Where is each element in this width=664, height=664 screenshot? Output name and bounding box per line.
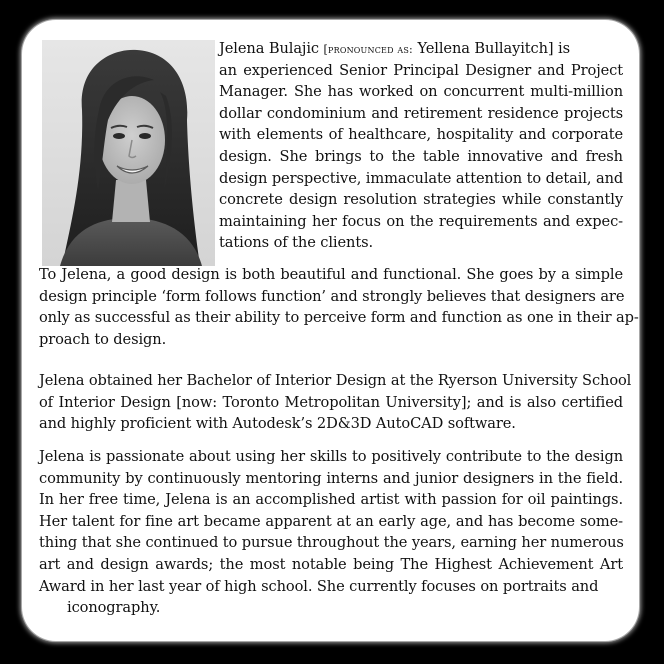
paragraph-design-philosophy-line: proach to design. (39, 330, 167, 348)
paragraph-design-philosophy-line: only as successful as their ability to perceive form and function as one in their ap- (39, 309, 639, 327)
pronunciation-name: Yellena Bullayitch] is (417, 40, 571, 57)
bio-intro-line: an experienced Senior Principal Designer and Project (219, 61, 623, 79)
bio-intro-line: design. She brings to the table innovative and fresh (219, 148, 623, 165)
paragraph-art-line: community by continuously mentoring interns and junior designers in the field. (39, 469, 623, 487)
bio-intro-first-line (219, 38, 570, 61)
paragraph-art-line: Jelena is passionate about using her skills to positively contribute to the design (39, 448, 623, 465)
pronunciation-label: [pronounced as: (323, 43, 413, 56)
bio-card (22, 20, 639, 641)
bio-intro-line: tations of the clients. (219, 234, 374, 252)
paragraph-art-line: art and design awards; the most notable being The Highest Achievement Art (39, 556, 623, 573)
paragraph-design-philosophy-line: design principle ‘form follows function’ and strongly believes that designers are (39, 287, 625, 305)
paragraph-art-line: thing that she continued to pursue throughout the years, earning her numerous (39, 534, 624, 552)
bio-intro-line: dollar condominium and retirement residence projects (219, 104, 623, 122)
bio-intro-line: maintaining her focus on the requirements and expec- (219, 212, 623, 230)
person-name: Jelena Bulajic (219, 40, 319, 57)
bio-intro-line: design perspective, immaculate attention to detail, and (219, 169, 624, 187)
paragraph-education-line: Jelena obtained her Bachelor of Interior Design at the Ryerson University School (39, 372, 632, 389)
paragraph-art-line: Her talent for fine art became apparent at an early age, and has become some- (39, 512, 623, 530)
paragraph-art-line: iconography. (67, 599, 161, 617)
paragraph-education-line: of Interior Design [now: Toronto Metropolitan University]; and is also certified (39, 393, 623, 411)
portrait-image (42, 40, 215, 266)
bio-intro-line: with elements of healthcare, hospitality and corporate (219, 126, 623, 144)
paragraph-design-philosophy-line: To Jelena, a good design is both beautiful and functional. She goes by a simple (39, 266, 623, 283)
bio-intro-line: Manager. She has worked on concurrent multi-million (219, 83, 623, 101)
bio-intro-line: concrete design resolution strategies while constantly (219, 191, 623, 209)
portrait-photo (42, 40, 215, 266)
paragraph-art-line: Award in her last year of high school. She currently focuses on portraits and (39, 577, 599, 595)
paragraph-art-line: In her free time, Jelena is an accomplished artist with passion for oil paintings. (39, 491, 623, 509)
paragraph-education-line: and highly proficient with Autodesk’s 2D&3D AutoCAD software. (39, 415, 516, 433)
